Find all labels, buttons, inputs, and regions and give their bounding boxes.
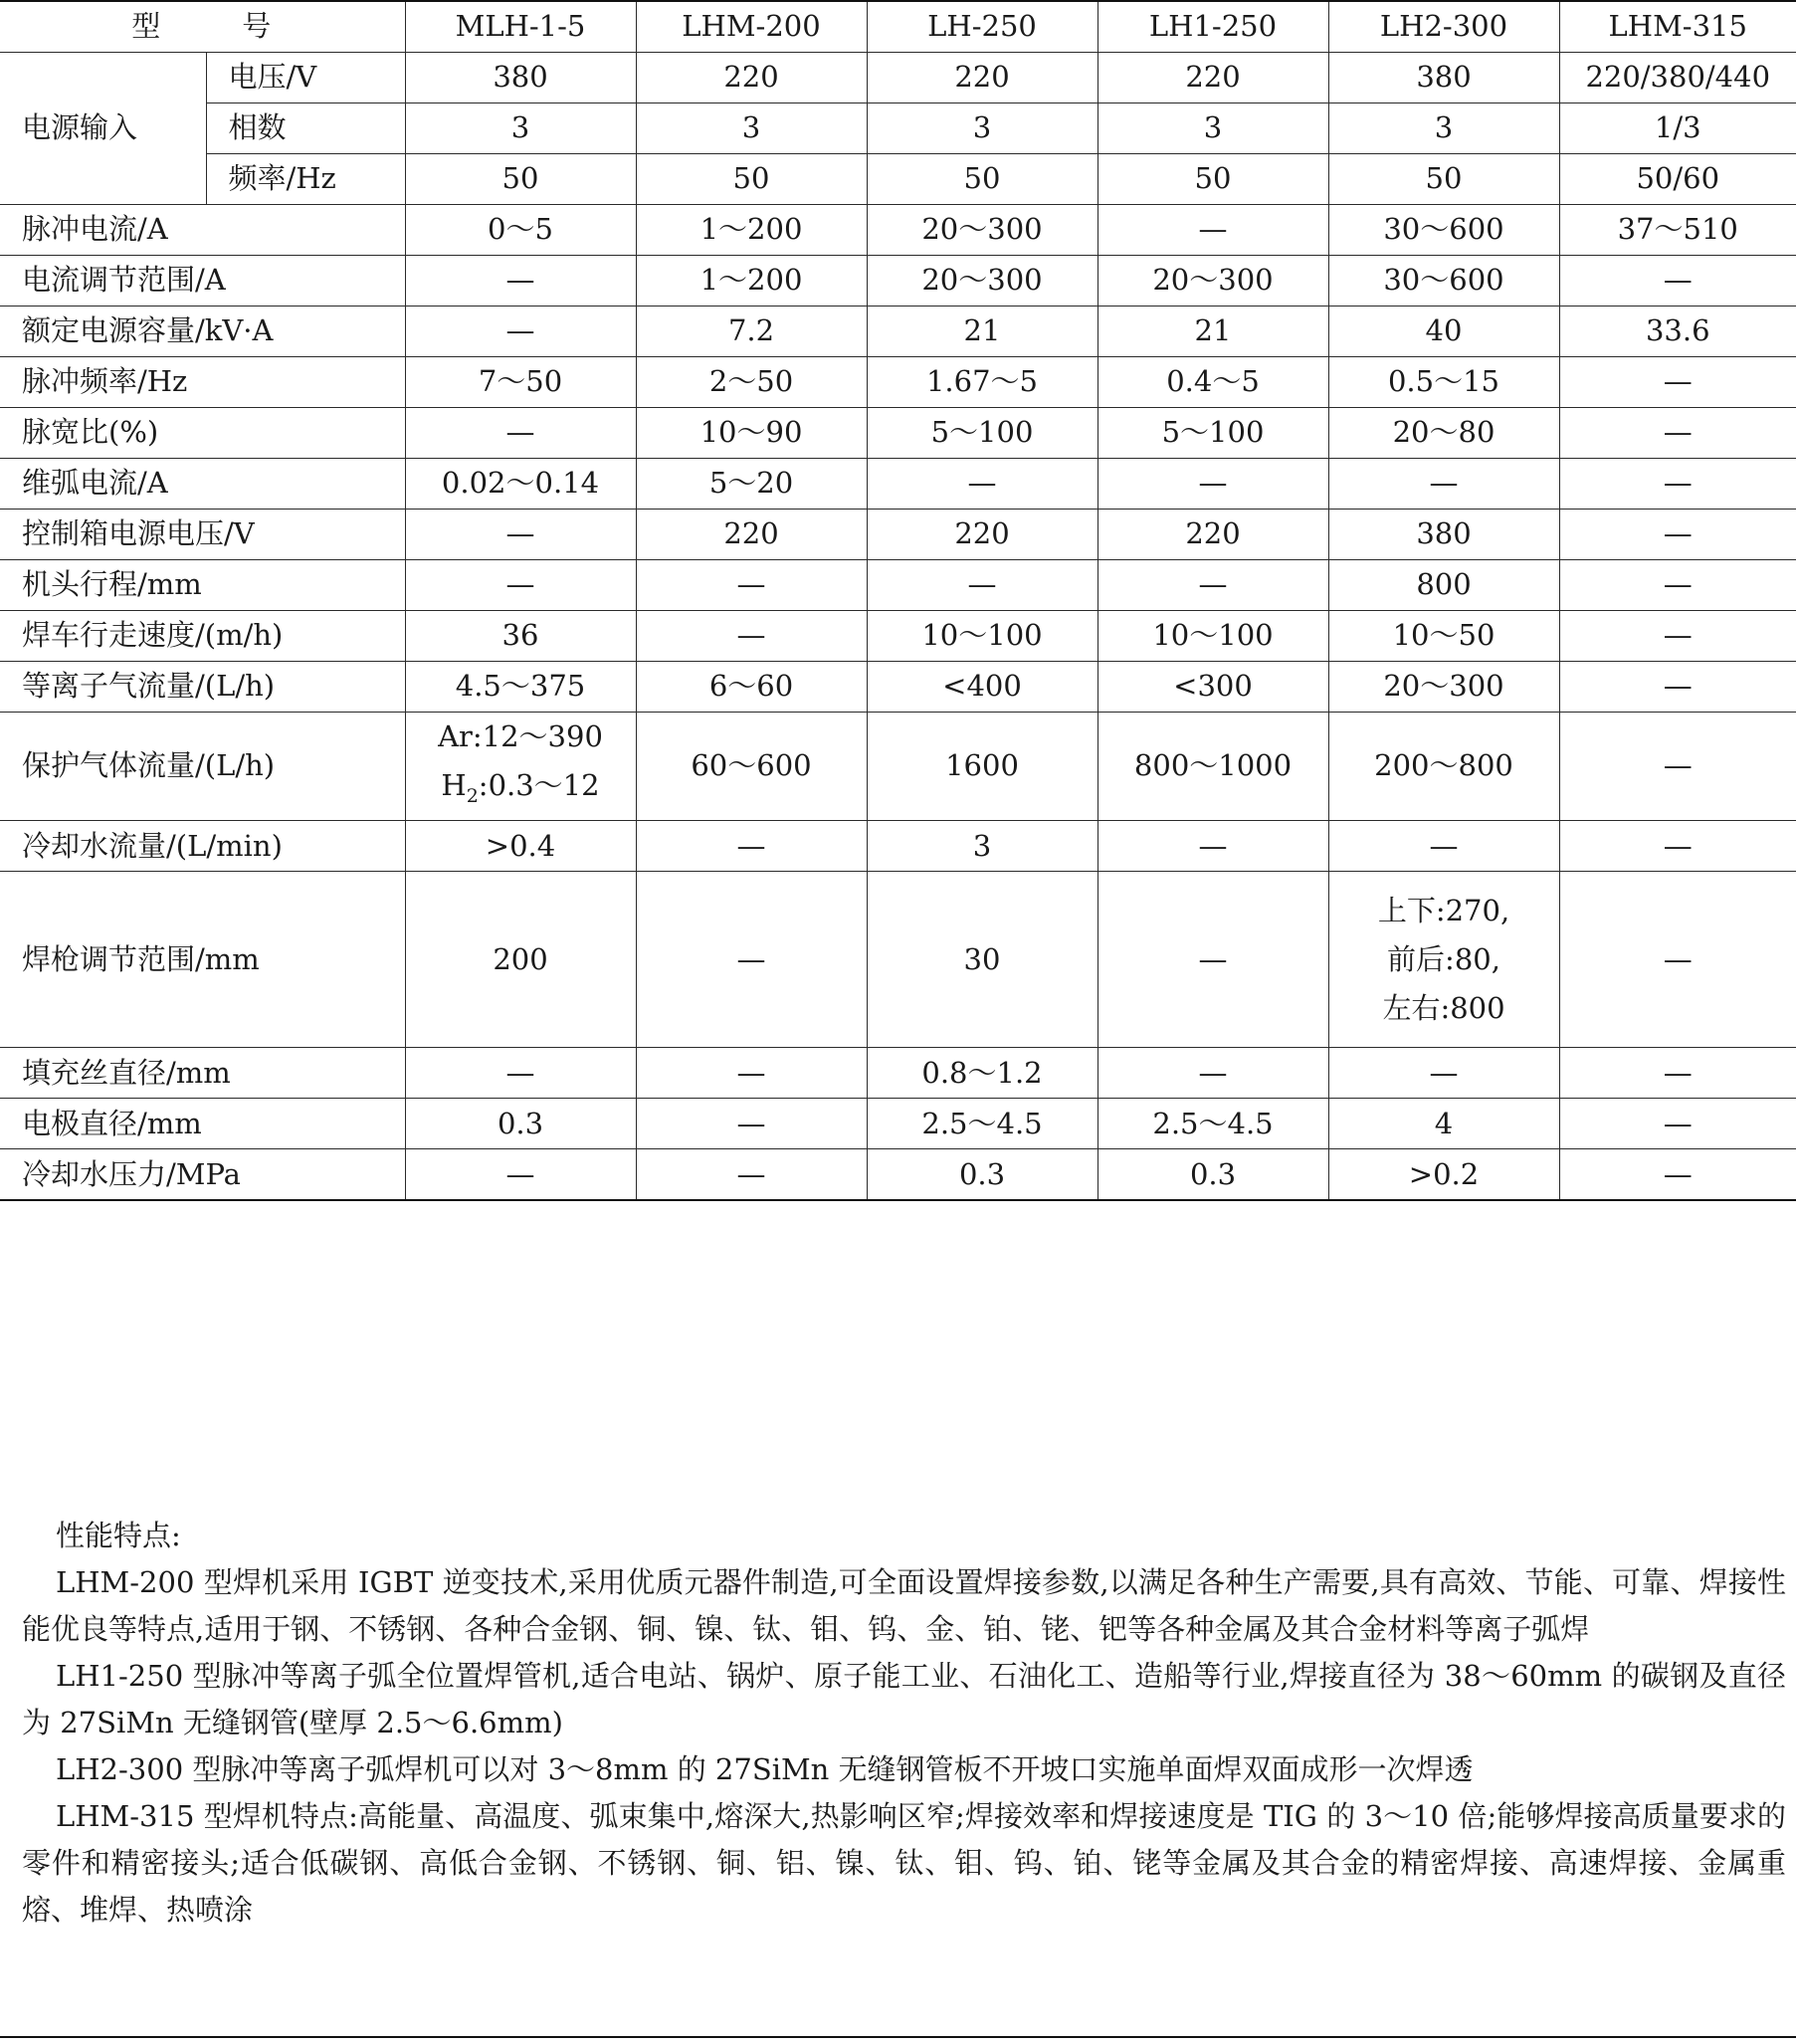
value-cell: 30 [867, 872, 1098, 1048]
value-cell: 60～600 [636, 712, 867, 821]
notes-section [0, 1505, 1796, 1934]
value-cell: 21 [867, 306, 1098, 356]
value-cell: 7.2 [636, 306, 867, 356]
power-input-group-label: 电源输入 [0, 52, 206, 204]
value-cell: 50 [636, 153, 867, 204]
spec-row [0, 356, 1796, 407]
header-row [0, 1, 1796, 52]
row-label: 脉宽比(%) [0, 407, 405, 458]
value-cell: — [867, 458, 1098, 509]
spec-row [0, 458, 1796, 509]
value-cell: 50 [1098, 153, 1328, 204]
value-cell: 5～100 [867, 407, 1098, 458]
header-model-cell: LH-250 [867, 1, 1098, 52]
shield-gas-row [0, 712, 1796, 821]
value-cell: 220 [1098, 52, 1328, 102]
row-label: 等离子气流量/(L/h) [0, 661, 405, 712]
value-cell: 20～300 [1098, 255, 1328, 306]
value-cell: <400 [867, 661, 1098, 712]
value-cell: — [1559, 872, 1796, 1048]
torch-range-lh2-cell [1328, 872, 1559, 1048]
value-cell: — [636, 872, 867, 1048]
value-cell: — [1559, 509, 1796, 559]
value-cell: — [636, 1149, 867, 1200]
torch-range-line: 前后:80, [1387, 941, 1500, 976]
value-cell: — [636, 610, 867, 661]
value-cell: 7～50 [405, 356, 636, 407]
notes-paragraph: LH2-300 型脉冲等离子弧焊机可以对 3～8mm 的 27SiMn 无缝钢管板不开坡口实施单面焊双面成形一次焊透 [56, 1752, 1474, 1786]
row-sublabel: 频率/Hz [206, 153, 405, 204]
value-cell: — [1559, 407, 1796, 458]
value-cell: — [1328, 1048, 1559, 1099]
value-cell: 380 [405, 52, 636, 102]
value-cell: — [1559, 356, 1796, 407]
row-sublabel: 相数 [206, 102, 405, 153]
torch-range-line: 上下:270, [1377, 893, 1510, 927]
value-cell: 380 [1328, 52, 1559, 102]
value-cell: 36 [405, 610, 636, 661]
row-label: 电流调节范围/A [0, 255, 405, 306]
value-cell: 800 [1328, 559, 1559, 610]
notes-heading: 性能特点: [56, 1519, 181, 1552]
value-cell: 0.4～5 [1098, 356, 1328, 407]
row-sublabel: 电压/V [206, 52, 405, 102]
value-cell: 0.02～0.14 [405, 458, 636, 509]
value-cell: — [867, 559, 1098, 610]
spec-row [0, 1149, 1796, 1200]
value-cell: — [636, 1048, 867, 1099]
value-cell: 380 [1328, 509, 1559, 559]
h2-flow-value: :0.3～12 [478, 767, 600, 802]
value-cell: 2.5～4.5 [1098, 1099, 1328, 1149]
value-cell: — [1098, 821, 1328, 872]
value-cell: 30～600 [1328, 255, 1559, 306]
row-label: 焊枪调节范围/mm [0, 872, 405, 1048]
value-cell: 220 [1098, 509, 1328, 559]
value-cell: — [636, 559, 867, 610]
spec-row [0, 661, 1796, 712]
value-cell: — [405, 509, 636, 559]
value-cell: 20～300 [1328, 661, 1559, 712]
value-cell: — [1328, 821, 1559, 872]
value-cell: 220 [867, 509, 1098, 559]
value-cell: 220 [636, 52, 867, 102]
value-cell: — [405, 1149, 636, 1200]
value-cell: 21 [1098, 306, 1328, 356]
spec-row [0, 821, 1796, 872]
value-cell: 5～20 [636, 458, 867, 509]
value-cell: 1～200 [636, 204, 867, 255]
row-label: 保护气体流量/(L/h) [0, 712, 405, 821]
notes-paragraph: LH1-250 型脉冲等离子弧全位置焊管机,适合电站、锅炉、原子能工业、石油化工、造船等行业,焊接直径为 38～60mm 的碳钢及直径为 27SiMn 无缝钢管(壁厚 2.5～6.6mm) [22, 1659, 1786, 1739]
value-cell: — [405, 1048, 636, 1099]
value-cell: 0.8～1.2 [867, 1048, 1098, 1099]
header-model-cell: LH1-250 [1098, 1, 1328, 52]
value-cell: 50 [867, 153, 1098, 204]
value-cell: 2～50 [636, 356, 867, 407]
value-cell: 220 [636, 509, 867, 559]
value-cell: >0.2 [1328, 1149, 1559, 1200]
spec-row [0, 1048, 1796, 1099]
value-cell: 30～600 [1328, 204, 1559, 255]
row-label: 焊车行走速度/(m/h) [0, 610, 405, 661]
value-cell: 0～5 [405, 204, 636, 255]
value-cell: — [1559, 458, 1796, 509]
value-cell: 0.3 [1098, 1149, 1328, 1200]
value-cell: — [1559, 661, 1796, 712]
row-label: 控制箱电源电压/V [0, 509, 405, 559]
value-cell: — [636, 821, 867, 872]
row-label: 维弧电流/A [0, 458, 405, 509]
spec-row [0, 407, 1796, 458]
value-cell: — [1328, 458, 1559, 509]
power-input-row [0, 52, 1796, 102]
value-cell: 20～300 [867, 255, 1098, 306]
value-cell: 200 [405, 872, 636, 1048]
header-label-b: 号 [242, 9, 274, 44]
row-label: 电极直径/mm [0, 1099, 405, 1149]
value-cell: 3 [867, 821, 1098, 872]
row-label: 额定电源容量/kV·A [0, 306, 405, 356]
row-label: 冷却水压力/MPa [0, 1149, 405, 1200]
value-cell: — [1098, 458, 1328, 509]
h2-subscript: 2 [466, 784, 479, 807]
value-cell: >0.4 [405, 821, 636, 872]
value-cell: 3 [405, 102, 636, 153]
shield-gas-mlh-cell [405, 712, 636, 821]
value-cell: 5～100 [1098, 407, 1328, 458]
spec-row [0, 306, 1796, 356]
value-cell: 6～60 [636, 661, 867, 712]
value-cell: — [405, 255, 636, 306]
value-cell: — [1559, 610, 1796, 661]
value-cell: 37～510 [1559, 204, 1796, 255]
value-cell: 3 [867, 102, 1098, 153]
row-label: 脉冲频率/Hz [0, 356, 405, 407]
value-cell: 220 [867, 52, 1098, 102]
bottom-rule [0, 2036, 1796, 2038]
value-cell: — [1559, 1149, 1796, 1200]
header-model-cell: MLH-1-5 [405, 1, 636, 52]
value-cell: 50 [1328, 153, 1559, 204]
value-cell: 33.6 [1559, 306, 1796, 356]
value-cell: 2.5～4.5 [867, 1099, 1098, 1149]
spec-row [0, 204, 1796, 255]
value-cell: 0.3 [405, 1099, 636, 1149]
value-cell: 10～100 [1098, 610, 1328, 661]
value-cell: 20～300 [867, 204, 1098, 255]
value-cell: 3 [636, 102, 867, 153]
ar-flow-line: Ar:12～390 [438, 718, 603, 753]
power-input-row [0, 102, 1796, 153]
spec-row [0, 610, 1796, 661]
value-cell: — [1098, 1048, 1328, 1099]
spec-row [0, 559, 1796, 610]
value-cell: — [405, 407, 636, 458]
power-input-row [0, 153, 1796, 204]
value-cell: 50 [405, 153, 636, 204]
header-model-cell: LHM-315 [1559, 1, 1796, 52]
header-model-label [0, 1, 405, 52]
header-label-a: 型 [131, 9, 163, 44]
value-cell: 1.67～5 [867, 356, 1098, 407]
value-cell: 1～200 [636, 255, 867, 306]
torch-range-row [0, 872, 1796, 1048]
value-cell: 0.3 [867, 1149, 1098, 1200]
value-cell: 20～80 [1328, 407, 1559, 458]
value-cell: 200～800 [1328, 712, 1559, 821]
row-label: 填充丝直径/mm [0, 1048, 405, 1099]
notes-paragraph: LHM-200 型焊机采用 IGBT 逆变技术,采用优质元器件制造,可全面设置焊接参数,以满足各种生产需要,具有高效、节能、可靠、焊接性能优良等特点,适用于钢、不锈钢、各种合金钢、铜、镍、钛、钼、钨、金、铂、铑、钯等各种金属及其合金材料等离子弧焊 [22, 1565, 1786, 1646]
value-cell: 0.5～15 [1328, 356, 1559, 407]
value-cell: 40 [1328, 306, 1559, 356]
value-cell: — [1559, 559, 1796, 610]
h2-flow-line [406, 761, 636, 821]
value-cell: 800～1000 [1098, 712, 1328, 821]
spec-row [0, 509, 1796, 559]
value-cell: — [1559, 821, 1796, 872]
value-cell: 1600 [867, 712, 1098, 821]
row-label: 机头行程/mm [0, 559, 405, 610]
value-cell: — [636, 1099, 867, 1149]
row-label: 脉冲电流/A [0, 204, 405, 255]
value-cell: 10～100 [867, 610, 1098, 661]
h2-symbol: H [441, 767, 467, 802]
spec-row [0, 1099, 1796, 1149]
torch-range-line: 左右:800 [1382, 990, 1505, 1025]
row-label: 冷却水流量/(L/min) [0, 821, 405, 872]
value-cell: — [1098, 559, 1328, 610]
value-cell: — [1559, 255, 1796, 306]
value-cell: 10～90 [636, 407, 867, 458]
value-cell: — [405, 306, 636, 356]
notes-paragraph: LHM-315 型焊机特点:高能量、高温度、弧束集中,熔深大,热影响区窄;焊接效率和焊接速度是 TIG 的 3～10 倍;能够焊接高质量要求的零件和精密接头;适合低碳钢、高低合金钢、不锈钢、铜、铝、镍、钛、钼、钨、铂、铑等金属及其合金的精密焊接、高速焊接、金属重熔、堆焊、热喷涂 [22, 1799, 1786, 1927]
value-cell: 3 [1098, 102, 1328, 153]
value-cell: — [405, 559, 636, 610]
value-cell: — [1098, 872, 1328, 1048]
spec-row [0, 255, 1796, 306]
value-cell: <300 [1098, 661, 1328, 712]
value-cell: 4 [1328, 1099, 1559, 1149]
value-cell: — [1559, 1048, 1796, 1099]
header-model-cell: LHM-200 [636, 1, 867, 52]
value-cell: 4.5～375 [405, 661, 636, 712]
value-cell: — [1098, 204, 1328, 255]
header-model-cell: LH2-300 [1328, 1, 1559, 52]
value-cell: 50/60 [1559, 153, 1796, 204]
value-cell: — [1559, 712, 1796, 821]
value-cell: 1/3 [1559, 102, 1796, 153]
value-cell: 3 [1328, 102, 1559, 153]
value-cell: 220/380/440 [1559, 52, 1796, 102]
value-cell: 10～50 [1328, 610, 1559, 661]
value-cell: — [1559, 1099, 1796, 1149]
